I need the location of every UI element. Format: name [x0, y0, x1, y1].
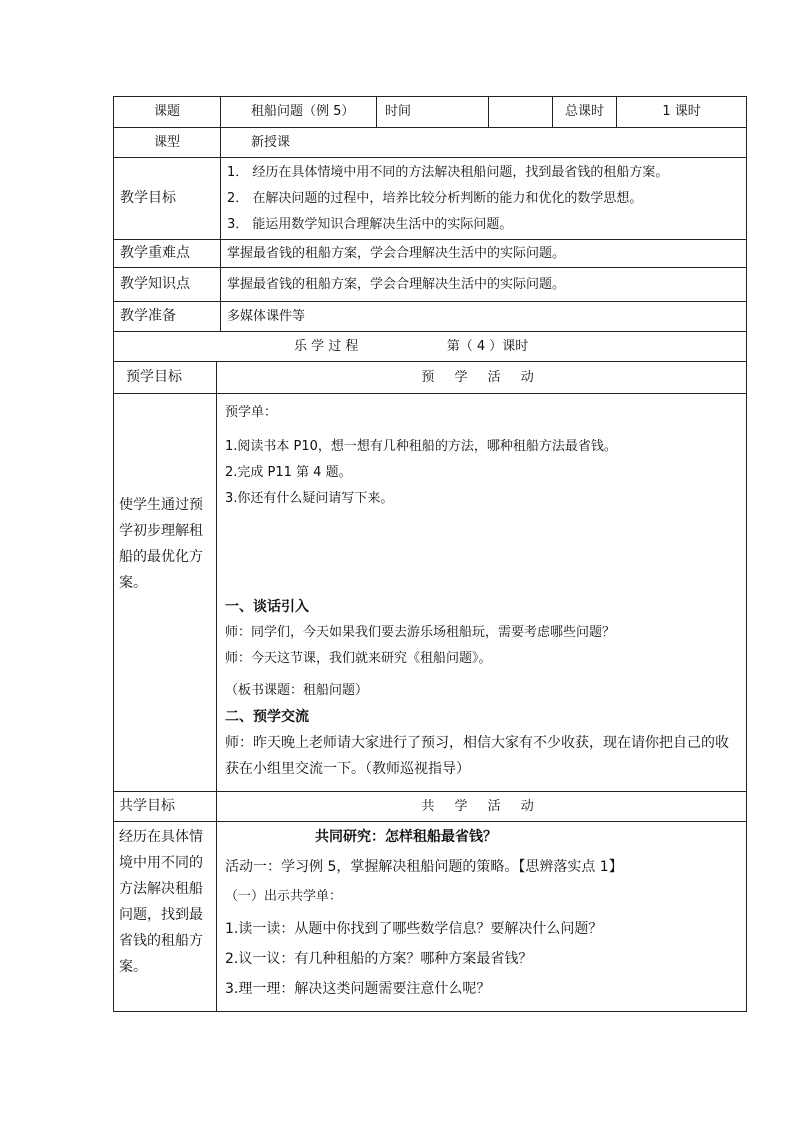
costudy-content-row	[114, 822, 747, 1012]
costudy-goal-label: 共学目标	[114, 792, 217, 822]
goal-item: 1． 经历在具体情境中用不同的方法解决租船问题，找到最省钱的租船方案。	[227, 164, 669, 180]
goals-list	[221, 158, 747, 240]
prestudy-item: 2.完成 P11 第 4 题。	[225, 465, 352, 480]
section-intro-line: 师：同学们，今天如果我们要去游乐场租船玩，需要考虑哪些问题？	[225, 625, 616, 640]
prestudy-content-row	[114, 394, 747, 792]
process-row	[114, 332, 747, 362]
prep-row	[114, 302, 747, 332]
costudy-activity-label: 共 学 活 动	[217, 792, 747, 822]
section-exchange-title: 二、预学交流	[225, 709, 309, 725]
costudy-header-row	[114, 792, 747, 822]
total-hours-label: 总课时	[553, 97, 617, 128]
costudy-goal-text: 经历在具体情境中用不同的方法解决租船问题，找到最省钱的租船方案。	[114, 822, 217, 1012]
prestudy-goal-text: 使学生通过预学初步理解租船的最优化方案。	[114, 394, 217, 792]
section-intro-title: 一、谈话引入	[225, 599, 309, 615]
costudy-item: 3.理一理：解决这类问题需要注意什么呢？	[225, 981, 491, 997]
costudy-item: 2.议一议：有几种租船的方案？哪种方案最省钱？	[225, 951, 533, 967]
activity-one: 活动一：学习例 5，掌握解决租船问题的策略。【思辨落实点 1】	[225, 859, 623, 875]
prep-value: 多媒体课件等	[221, 302, 747, 332]
goals-label: 教学目标	[114, 158, 221, 240]
knowledge-value: 掌握最省钱的租船方案，学会合理解决生活中的实际问题。	[221, 268, 747, 302]
goal-item: 2． 在解决问题的过程中，培养比较分析判断的能力和优化的数学思想。	[227, 190, 643, 206]
time-value	[489, 97, 553, 128]
research-title: 共同研究：怎样租船最省钱？	[315, 829, 497, 845]
section-intro-line: 师：今天这节课，我们就来研究《租船问题》。	[225, 651, 492, 666]
type-value: 新授课	[221, 128, 747, 158]
goals-row	[114, 158, 747, 240]
type-row	[114, 128, 747, 158]
section-exchange-text: 师：昨天晚上老师请大家进行了预习，相信大家有不少收获，现在请你把自己的收获在小组里交流一下。（教师巡视指导）	[225, 735, 729, 777]
show-sheet: （一）出示共学单：	[225, 889, 343, 904]
lesson-number: 第（ 4 ）课时	[446, 338, 529, 354]
costudy-item: 1.读一读：从题中你找到了哪些数学信息？要解决什么问题？	[225, 921, 603, 937]
time-label: 时间	[377, 97, 489, 128]
prep-label: 教学准备	[114, 302, 221, 332]
topic-label: 课题	[114, 97, 221, 128]
process-heading	[114, 332, 747, 362]
prestudy-goal-label: 预学目标	[114, 362, 217, 394]
total-hours-value: 1 课时	[617, 97, 747, 128]
goal-item: 3． 能运用数学知识合理解决生活中的实际问题。	[227, 216, 513, 232]
prestudy-activity-label: 预 学 活 动	[217, 362, 747, 394]
prestudy-sheet-title: 预学单：	[225, 405, 278, 420]
key-points-value: 掌握最省钱的租船方案，学会合理解决生活中的实际问题。	[221, 240, 747, 268]
lesson-plan-table	[113, 96, 747, 1012]
header-row	[114, 97, 747, 128]
knowledge-label: 教学知识点	[114, 268, 221, 302]
prestudy-item: 3.你还有什么疑问请写下来。	[225, 491, 394, 506]
prestudy-item: 1.阅读书本 P10，想一想有几种租船的方法，哪种租船方法最省钱。	[225, 439, 617, 454]
costudy-content	[217, 822, 747, 1012]
key-points-row	[114, 240, 747, 268]
prestudy-header-row	[114, 362, 747, 394]
knowledge-row	[114, 268, 747, 302]
prestudy-content	[217, 394, 747, 792]
topic-value: 租船问题（例 5）	[221, 97, 377, 128]
type-label: 课型	[114, 128, 221, 158]
board-note: （板书课题：租船问题）	[225, 683, 369, 698]
lesson-plan-sheet	[113, 96, 729, 1012]
key-points-label: 教学重难点	[114, 240, 221, 268]
process-title: 乐 学 过 程	[294, 338, 359, 354]
